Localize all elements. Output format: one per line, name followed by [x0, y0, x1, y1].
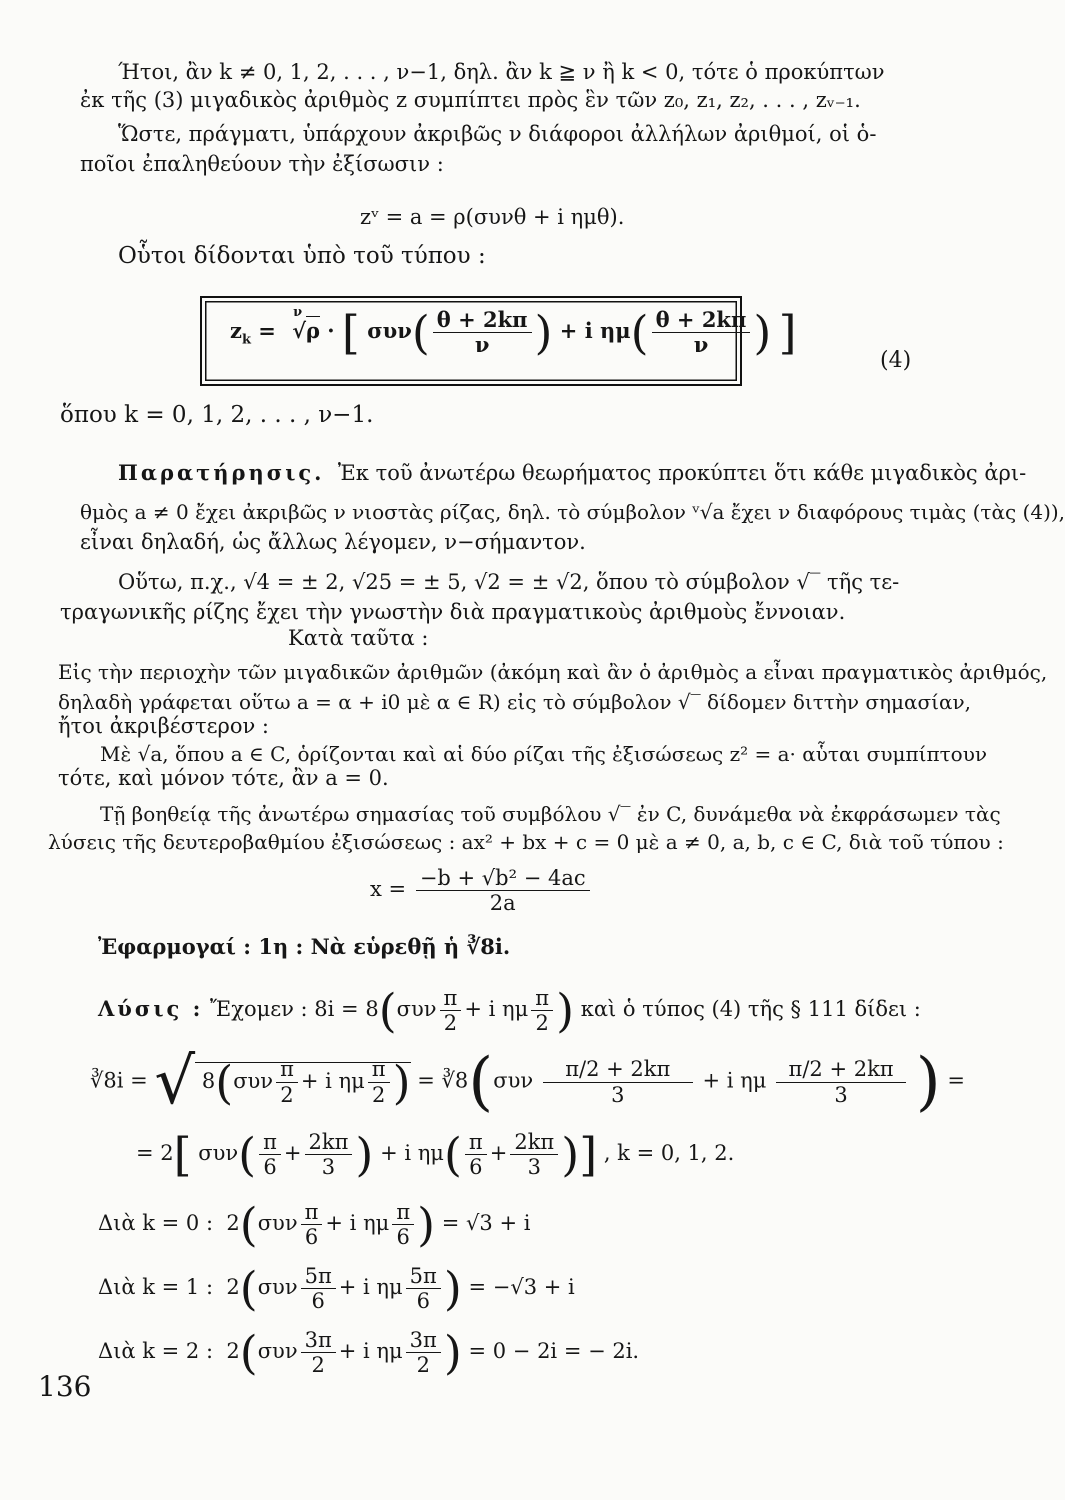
formula-4: $z_k = ^\nu√\rho$ · [ συν( $\frac{\theta + 2k\pi}{\nu}$ ) + i ημ( $\frac{\theta + 2k\pi}{\nu}$ ) ]	[230, 305, 797, 360]
text-line: λύσεις τῆς δευτεροβαθμίου ἐξισώσεως : ax² + bx + c = 0 μὲ a ≠ 0, a, b, c ∈ C, διὰ τοῦ τύπου :	[48, 830, 1004, 854]
text-line: ἤτοι ἀκριβέστερον :	[58, 714, 269, 738]
cube-root-derivation: ∛8i = √ 8(συν $\frac{\pi}{2}$ + i ημ $\frac{\pi}{2}$ ) = ∛8(συν $\frac{\pi/2 + 2k\pi}{3}$ + i ημ $\frac{\pi/2 + 2k\pi}{3}$ ) =	[90, 1045, 966, 1119]
derivation-line-2: = 2[ συν( $\frac{\pi}{6}$ + $\frac{2k\pi}{3}$ ) + i ημ( $\frac{\pi}{6}$ + $\frac{2k\pi}{3}$ )] , k = 0, 1, 2.	[136, 1127, 735, 1182]
text-line: τραγωνικῆς ρίζης ἔχει τὴν γνωστὴν διὰ πραγματικοὺς ἀριθμοὺς ἔννοιαν.	[60, 600, 846, 624]
text-line: Εἰς τὴν περιοχὴν τῶν μιγαδικῶν ἀριθμῶν (ἀκόμη καὶ ἂν ὁ ἀριθμὸς a εἶναι πραγματικὸς ἀριθμός,	[58, 660, 1048, 684]
solution-line: Λύσις : Ἔχομεν : 8i = 8(συν $\frac{\pi}{2}$ + i ημ $\frac{\pi}{2}$ ) καὶ ὁ τύπος (4) τῆς § 111 δίδει :	[98, 983, 921, 1038]
remark-paragraph: Παρατήρησις. Ἐκ τοῦ ἀνωτέρω θεωρήματος προκύπτει ὅτι κάθε μιγαδικὸς ἀρι-	[118, 460, 1027, 485]
text-line: τότε, καὶ μόνον τότε, ἂν a = 0.	[58, 766, 389, 790]
text-line: Μὲ √a, ὅπου a ∈ C, ὁρίζονται καὶ αἱ δύο ρίζαι τῆς ἐξισώσεως z² = a· αὗται συμπίπτουν	[100, 742, 988, 766]
solution-heading: Λύσις :	[98, 996, 204, 1022]
remark-heading: Παρατήρησις.	[118, 460, 325, 485]
text-line: Κατὰ ταῦτα :	[288, 626, 429, 650]
case-k1: Διὰ k = 1 : 2(συν $\frac{5\pi}{6}$ + i ημ $\frac{5\pi}{6}$ ) = −√3 + i	[98, 1261, 575, 1316]
quadratic-formula: x = $\frac{\text{−b + √b² − 4ac}}{2a}$	[370, 866, 593, 915]
text-line: δηλαδὴ γράφεται οὕτω a = α + i0 μὲ α ∈ R) εἰς τὸ σύμβολον √‾ δίδομεν διττὴν σημασίαν,	[58, 690, 972, 714]
text-line: θμὸς a ≠ 0 ἔχει ἀκριβῶς ν νιοστὰς ρίζας, δηλ. τὸ σύμβολον ᵛ√a ἔχει ν διαφόρους τιμὰς (τὰς (4)),	[80, 500, 1065, 524]
text-line: Ήτοι, ἂν k ≠ 0, 1, 2, . . . , ν−1, δηλ. ἂν k ≧ ν ἢ k < 0, τότε ὁ προκύπτων	[118, 60, 885, 84]
page-number: 136	[38, 1370, 92, 1403]
text-line: Τῇ βοηθείᾳ τῆς ἀνωτέρω σημασίας τοῦ συμβόλου √‾ ἐν C, δυνάμεθα νὰ ἐκφράσωμεν τὰς	[100, 802, 1001, 826]
case-k2: Διὰ k = 2 : 2(συν $\frac{3\pi}{2}$ + i ημ $\frac{3\pi}{2}$ ) = 0 − 2i = − 2i.	[98, 1325, 640, 1380]
text-line: ἐκ τῆς (3) μιγαδικὸς ἀριθμὸς z συμπίπτει πρὸς ἓν τῶν z₀, z₁, z₂, . . . , zᵥ₋₁.	[80, 88, 861, 112]
text-line: Οὕτω, π.χ., √4 = ± 2, √25 = ± 5, √2 = ± √2, ὅπου τὸ σύμβολον √‾ τῆς τε-	[118, 570, 900, 594]
text-line: ποῖοι ἐπαληθεύουν τὴν ἐξίσωσιν :	[80, 152, 444, 176]
text-line: ὅπου k = 0, 1, 2, . . . , ν−1.	[60, 402, 374, 428]
case-k0: Διὰ k = 0 : 2(συν $\frac{\pi}{6}$ + i ημ $\frac{\pi}{6}$ ) = √3 + i	[98, 1197, 531, 1252]
text-line: εἶναι δηλαδή, ὡς ἄλλως λέγομεν, ν−σήμαντον.	[80, 530, 586, 554]
text-line: Ὥστε, πράγματι, ὑπάρχουν ἀκριβῶς ν διάφοροι ἀλλήλων ἀριθμοί, οἱ ὁ-	[118, 122, 877, 146]
text-line: Οὗτοι δίδονται ὑπὸ τοῦ τύπου :	[118, 243, 486, 269]
equation-number: (4)	[880, 348, 912, 373]
applications-heading: Ἐφαρμογαί : 1η : Νὰ εὑρεθῇ ἡ ∛8i.	[98, 934, 511, 959]
equation: zᵛ = a = ρ(συνθ + i ημθ).	[360, 205, 625, 229]
